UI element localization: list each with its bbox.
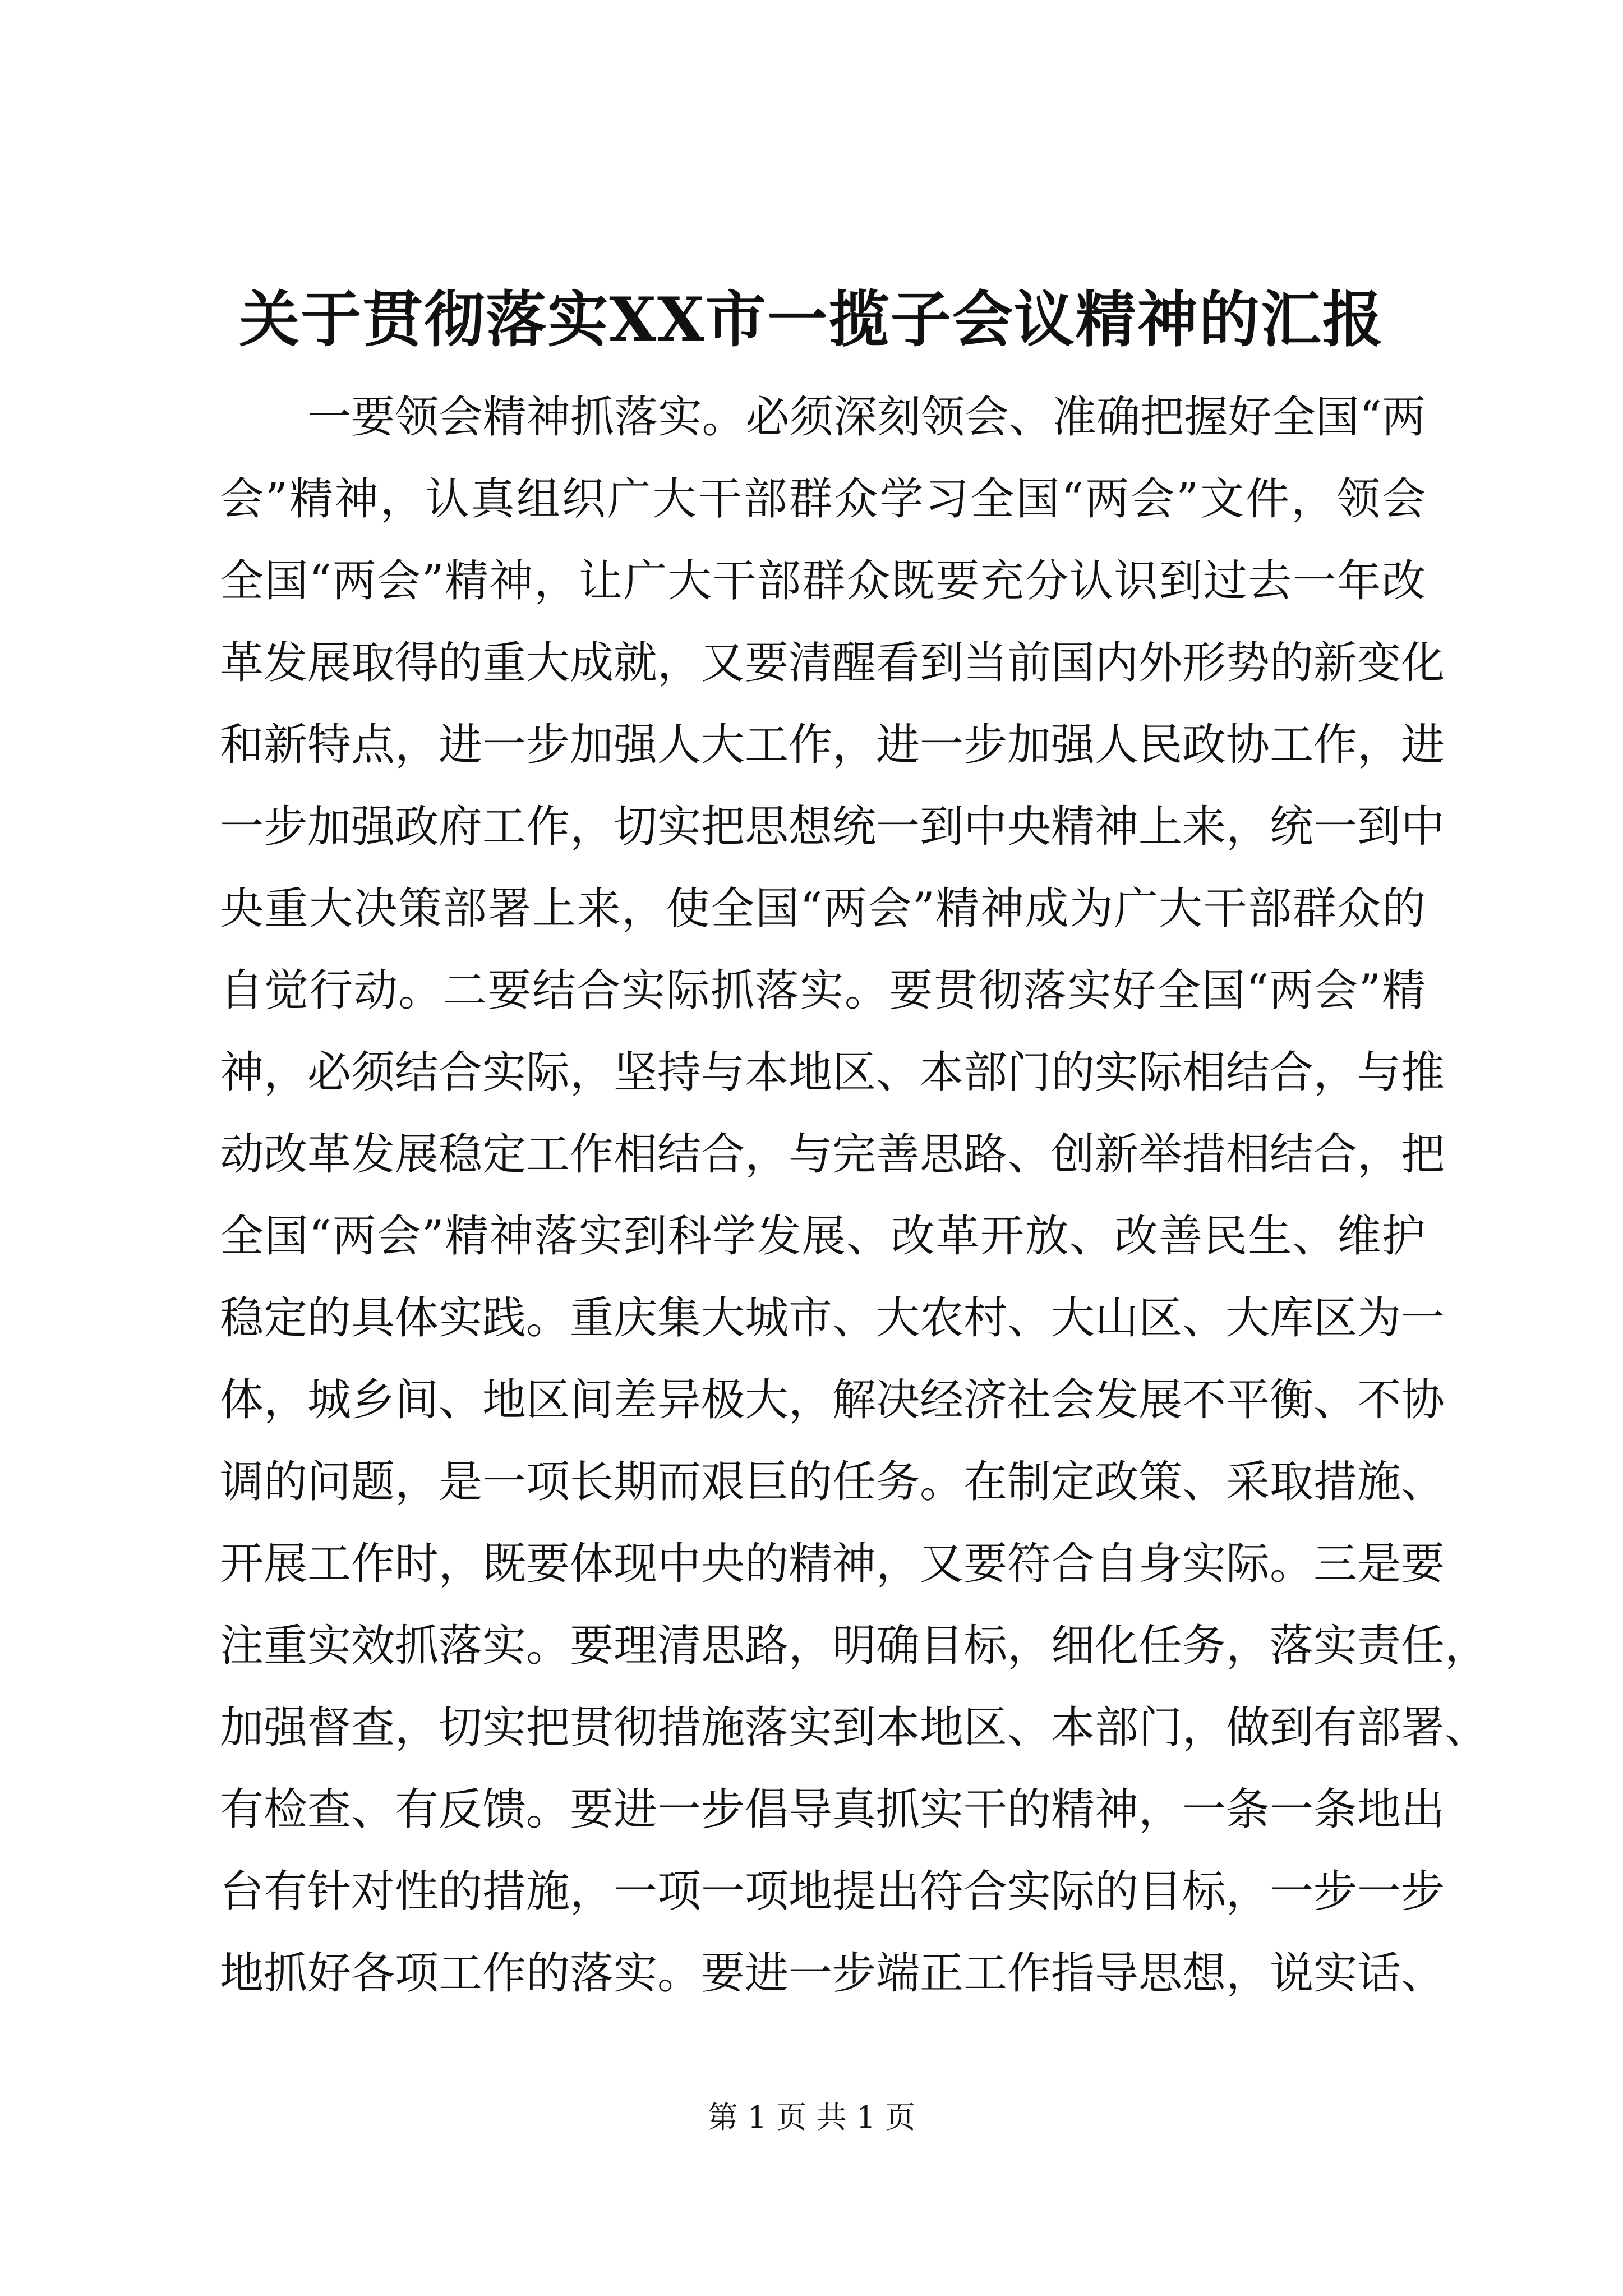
- paragraph-line: 一步加强政府工作，切实把思想统一到中央精神上来，统一到中: [220, 802, 1445, 852]
- page-footer: 第 1 页 共 1 页: [707, 2100, 916, 2135]
- paragraph-line: 开展工作时，既要体现中央的精神，又要符合自身实际。三是要: [220, 1539, 1445, 1589]
- document-body: [220, 376, 1489, 2014]
- paragraph-line: 注重实效抓落实。要理清思路，明确目标，细化任务，落实责任，: [220, 1621, 1489, 1671]
- paragraph-line: 和新特点，进一步加强人大工作，进一步加强人民政协工作，进: [220, 720, 1445, 770]
- paragraph-line: 神，必须结合实际，坚持与本地区、本部门的实际相结合，与推: [220, 1047, 1445, 1098]
- paragraph-line: 一要领会精神抓落实。必须深刻领会、准确把握好全国“两: [307, 392, 1426, 443]
- paragraph-line: 体，城乡间、地区间差异极大，解决经济社会发展不平衡、不协: [220, 1375, 1445, 1425]
- paragraph-line: 全国“两会”精神落实到科学发展、改革开放、改善民生、维护: [220, 1211, 1426, 1262]
- paragraph-line: 会”精神，认真组织广大干部群众学习全国“两会”文件，领会: [220, 474, 1426, 524]
- paragraph-line: 地抓好各项工作的落实。要进一步端正工作指导思想，说实话、: [220, 1948, 1445, 1999]
- paragraph-line: 革发展取得的重大成就，又要清醒看到当前国内外形势的新变化: [220, 638, 1445, 688]
- paragraph-line: 加强督查，切实把贯彻措施落实到本地区、本部门，做到有部署、: [220, 1703, 1489, 1753]
- paragraph-line: 稳定的具体实践。重庆集大城市、大农村、大山区、大库区为一: [220, 1293, 1445, 1343]
- paragraph-line: 台有针对性的措施，一项一项地提出符合实际的目标，一步一步: [220, 1866, 1445, 1917]
- paragraph-line: 有检查、有反馈。要进一步倡导真抓实干的精神，一条一条地出: [220, 1784, 1445, 1835]
- paragraph-line: 自觉行动。二要结合实际抓落实。要贯彻落实好全国“两会”精: [220, 965, 1426, 1016]
- document-title: 关于贯彻落实XX市一揽子会议精神的汇报: [239, 284, 1384, 355]
- paragraph-line: 全国“两会”精神，让广大干部群众既要充分认识到过去一年改: [220, 556, 1426, 606]
- paragraph-line: 动改革发展稳定工作相结合，与完善思路、创新举措相结合，把: [220, 1129, 1445, 1180]
- paragraph-line: 调的问题，是一项长期而艰巨的任务。在制定政策、采取措施、: [220, 1457, 1445, 1507]
- paragraph-line: 央重大决策部署上来，使全国“两会”精神成为广大干部群众的: [220, 884, 1426, 934]
